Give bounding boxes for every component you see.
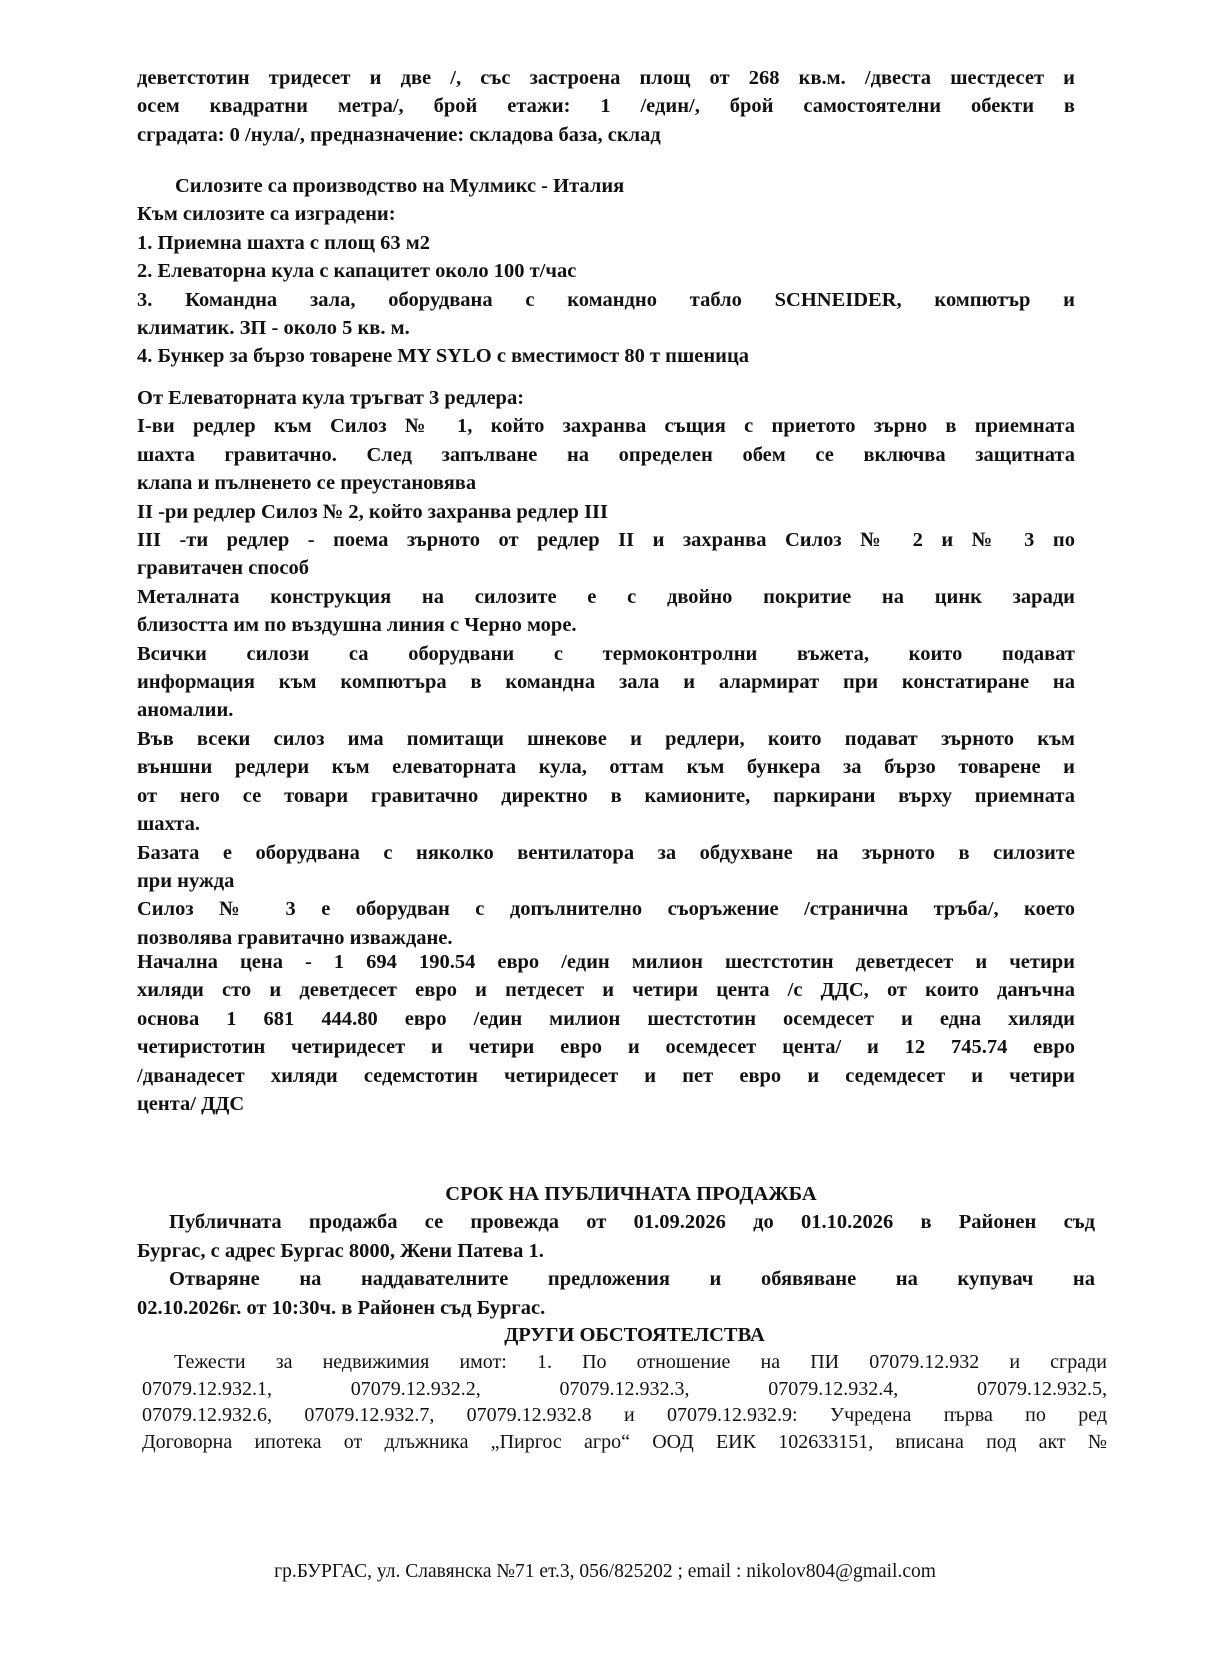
sale-term-line: 02.10.2026г. от 10:30ч. в Районен съд Бургас. [137,1296,546,1319]
price-line: основа 1 681 444.80 евро /един милион шестстотин осемдесет и една хиляди [137,1007,1075,1030]
elevator-line: шахта гравитачно. След запълване на определен обем се включва защитната [137,443,1075,466]
elevator-line: аномалии. [137,699,234,722]
elevator-line: III -ти редлер - поема зърното от редлер II и захранва Силоз № 2 и № 3 по [137,529,1075,552]
silos-item: 3. Командна зала, оборудвана с командно табло SCHNEIDER, компютър и [137,288,1075,311]
elevator-line: I-ви редлер към Силоз № 1, който захранва същия с приетото зърно в приемната [137,415,1075,438]
elevator-line: информация към компютъра в командна зала и алармират при констатиране на [137,671,1075,694]
price-line: цента/ ДДС [137,1093,245,1116]
price-line: четиристотин четиридесет и четири евро и осемдесет цента/ и 12 745.74 евро [137,1036,1075,1059]
elevator-lines [137,412,1075,952]
silos-built-heading: Към силозите са изградени: [137,203,396,226]
price-paragraph [137,948,1075,1118]
elevator-line: Всички силози са оборудвани с термоконтролни въжета, които подават [137,642,1075,665]
silos-section [137,172,1075,371]
silos-item: 2. Елеваторна кула с капацитет около 100 т/час [137,260,577,283]
elevator-line: шахта. [137,813,200,836]
other-section [142,1321,1107,1455]
sale-term-heading: СРОК НА ПУБЛИЧНАТА ПРОДАЖБА [445,1183,817,1205]
elevator-line: външни редлери към елеваторната кула, оттам към бункера за бързо товарене и [137,756,1075,779]
other-line: 07079.12.932.1, 07079.12.932.2, 07079.12.932.3, 07079.12.932.4, 07079.12.932.5, [142,1377,1107,1400]
footer-contact: гр.БУРГАС, ул. Славянска №71 ет.3, 056/825202 ; email : nikolov804@gmail.com [274,1561,936,1582]
elevator-line: близостта им по въздушна линия с Черно море. [137,614,577,637]
intro-line: сградата: 0 /нула/, предназначение: складова база, склад [137,123,661,146]
other-heading: ДРУГИ ОБСТОЯТЕЛСТВА [504,1324,765,1346]
elevator-line: от него се товари гравитачно директно в камионите, паркирани върху приемната [137,784,1075,807]
elevator-line: Металната конструкция на силозите е с двойно покритие на цинк заради [137,585,1075,608]
price-line: хиляди сто и деветдесет евро и петдесет и четири цента /с ДДС, от които данъчна [137,979,1075,1002]
intro-line: деветстотин тридесет и две /, със застроена площ от 268 кв.м. /двеста шестдесет и [137,67,1075,89]
intro-line: осем квадратни метра/, брой етажи: 1 /един/, брой самостоятелни обекти в [137,95,1075,118]
elevator-line: Силоз № 3 е оборудван с допълнително съоръжение /странична тръба/, което [137,898,1075,921]
elevator-heading: От Елеваторната кула тръгват 3 редлера: [137,387,525,409]
elevator-line: Базата е оборудвана с няколко вентилатора за обдухване на зърното в силозите [137,841,1075,864]
elevator-line: клапа и пълненето се преустановява [137,472,477,495]
price-line: Начална цена - 1 694 190.54 евро /един милион шестстотин деветдесет и четири [137,951,1075,973]
elevator-line: при нужда [137,869,235,892]
elevator-line: II -ри редлер Силоз № 2, който захранва редлер III [137,500,609,523]
silos-item: климатик. ЗП - около 5 кв. м. [137,317,410,340]
sale-term-line: Публичната продажба се провежда от 01.09.2026 до 01.10.2026 в Районен съд [169,1211,1095,1234]
silos-item: 4. Бункер за бързо товарене MY SYLO с вместимост 80 т пшеница [137,345,750,368]
other-line: Договорна ипотека от длъжника „Пиргос агро“ ООД ЕИК 102633151, вписана под акт № [142,1430,1107,1453]
elevator-line: гравитачен способ [137,557,309,580]
sale-term-line: Отваряне на наддавателните предложения и обявяване на купувач на [169,1268,1095,1291]
elevator-section [137,384,1075,952]
other-line: Тежести за недвижимия имот: 1. По отношение на ПИ 07079.12.932 и сгради [174,1351,1107,1374]
silos-item: 1. Приемна шахта с площ 63 м2 [137,231,430,254]
silos-producer: Силозите са производство на Мулмикс - Италия [175,175,625,197]
elevator-line: позволява гравитачно изваждане. [137,926,453,949]
sale-term-line: Бургас, с адрес Бургас 8000, Жени Патева 1. [137,1239,544,1262]
intro-paragraph [137,64,1075,149]
other-line: 07079.12.932.6, 07079.12.932.7, 07079.12.932.8 и 07079.12.932.9: Учредена първа по ред [142,1404,1107,1427]
price-line: /дванадесет хиляди седемстотин четиридесет и пет евро и седемдесет и четири [137,1064,1075,1087]
sale-term-section [137,1180,1095,1322]
elevator-line: Във всеки силоз има помитащи шнекове и редлери, които подават зърното към [137,727,1075,750]
